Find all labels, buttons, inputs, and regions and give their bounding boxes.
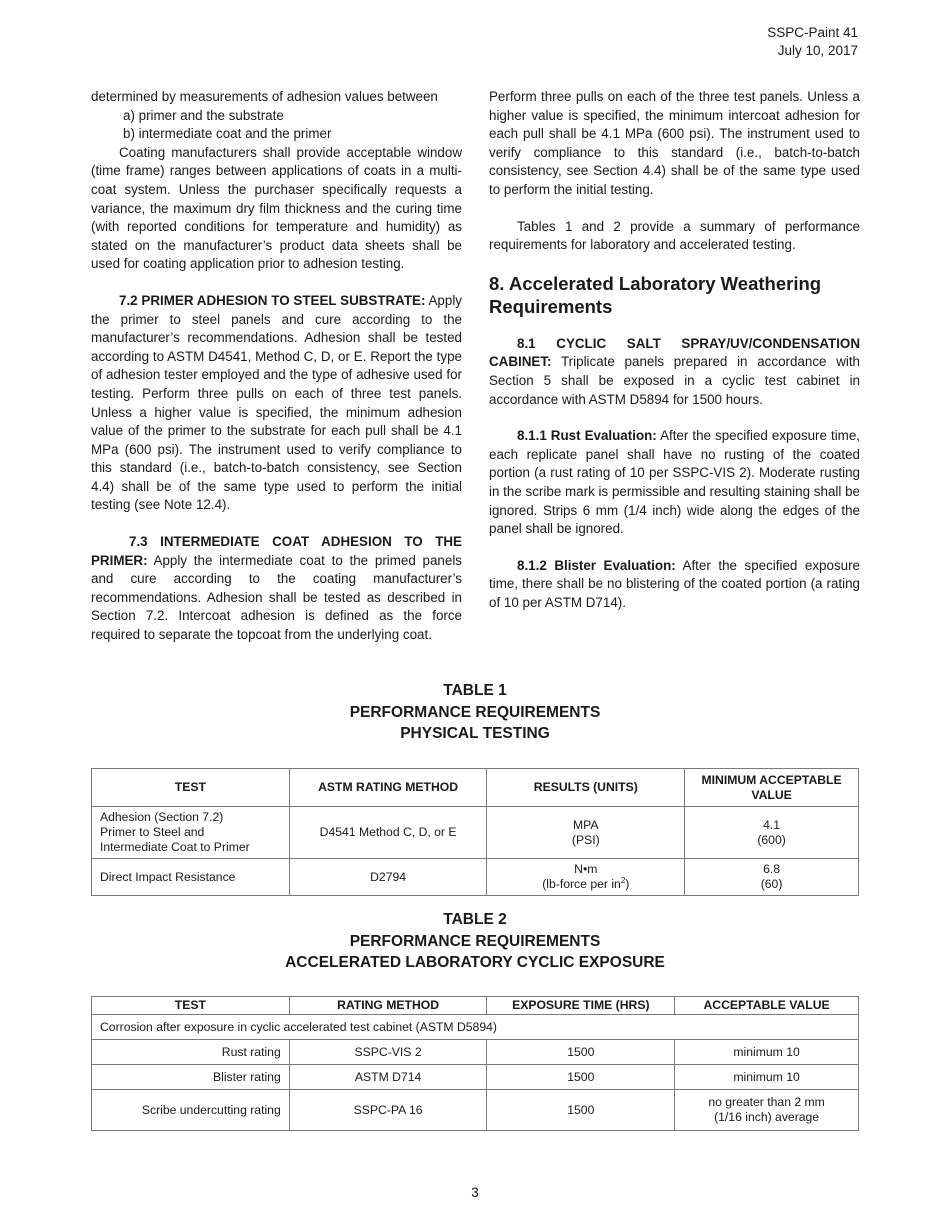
table-1 [91, 768, 859, 896]
paragraph: Tables 1 and 2 provide a summary of performance requirements for laboratory and accelerated testing. [489, 218, 860, 253]
section-heading: 8.1 CYCLIC SALT SPRAY/UV/CONDENSATION CABINET: [489, 335, 860, 370]
table-cell [487, 807, 685, 859]
section-body: After the specified exposure time, there shall be no blistering of the coated portion (a rating of 10 per ASTM D714). [489, 557, 860, 610]
unit-text: ) [625, 877, 630, 891]
table-2 [91, 996, 859, 1131]
unit-text: (lb-force per in [542, 877, 621, 891]
table-row [92, 1040, 859, 1065]
table-cell: Rust rating [92, 1040, 290, 1065]
table-cell: minimum 10 [675, 1065, 859, 1090]
table-cell [675, 1090, 859, 1131]
table-header-row [92, 769, 859, 807]
table-row [92, 1015, 859, 1040]
cell-line: (600) [757, 832, 786, 847]
section-heading: 8.1.2 Blister Evaluation: [517, 557, 676, 573]
paragraph: Perform three pulls on each of the three test panels. Unless a higher value is specified, the minimum intercoat adhesion for each pull shall be 4.1 MPa (600 psi). The instrument used to verify compliance to this standard (i.e., batch-to-batch consistency, see Section 4.4) shall be of the same type used to perform the initial testing. [489, 89, 860, 197]
cell-line: Adhesion (Section 7.2) [100, 810, 224, 824]
superscript: 2 [620, 875, 626, 885]
table-cell: SSPC-VIS 2 [289, 1040, 487, 1065]
section-body: Apply the primer to steel panels and cure according to the manufacturer’s recommendations. Adhesion shall be tested according to ASTM D4541, Method C, D, or E. Report the type of adhesion tester employed and the type of adhesive used for testing. Perform three pulls on each of three test panels. Unless a higher value is specified, the minimum adhesion value of the primer to the substrate for each pull shall be 4.1 MPa (600 psi). The instrument used to verify compliance to this standard (i.e., batch-to-batch consistency, see Section 4.4) shall be of the same type used to perform the initial testing (see Note 12.4). [91, 292, 462, 513]
cell-line: no greater than 2 mm [708, 1095, 825, 1109]
table-cell: D4541 Method C, D, or E [289, 807, 487, 859]
section-8-title: 8. Accelerated Laboratory Weathering Requirements [489, 272, 822, 317]
section-heading: 8.1.1 Rust Evaluation: [517, 428, 657, 444]
table-cell [685, 807, 859, 859]
cell-line: (60) [760, 877, 783, 891]
table-cell: SSPC-PA 16 [289, 1090, 487, 1131]
table-cell [685, 859, 859, 896]
section-8-1 [489, 335, 860, 409]
column-header: RESULTS (UNITS) [487, 769, 685, 807]
right-column [489, 88, 860, 612]
page-header [767, 24, 858, 60]
cell-line [495, 877, 676, 892]
table-cell: 1500 [487, 1065, 675, 1090]
table-title: ACCELERATED LABORATORY CYCLIC EXPOSURE [285, 954, 665, 971]
table-row [92, 1090, 859, 1131]
table-2-caption [91, 909, 859, 974]
cell-line: MPA [573, 817, 599, 832]
table-cell: Blister rating [92, 1065, 290, 1090]
section-body: Apply the intermediate coat to the primed panels and cure according to the coating manufacturer’s recommendations. Adhesion shall be tested as described in Section 7.2. Intercoat adhesion is defined as the force required to separate the topcoat from the underlying coat. [91, 552, 462, 643]
table-title: TABLE 1 [443, 682, 507, 699]
cell-line: (PSI) [571, 832, 600, 847]
table-cell: 1500 [487, 1090, 675, 1131]
table-row [92, 807, 859, 859]
table-header-row [92, 997, 859, 1015]
column-header: EXPOSURE TIME (HRS) [487, 997, 675, 1015]
paragraph: determined by measurements of adhesion values between [91, 89, 438, 104]
section-heading: 7.2 PRIMER ADHESION TO STEEL SUBSTRATE: [119, 292, 426, 308]
table-title: PERFORMANCE REQUIREMENTS [349, 932, 601, 950]
cell-line: Primer to Steel and [100, 825, 205, 839]
table-cell [92, 807, 290, 859]
cell-line: N•m [574, 862, 598, 876]
section-8-1-2 [489, 557, 860, 613]
section-8-1-1 [489, 427, 860, 539]
table-cell: Scribe undercutting rating [92, 1090, 290, 1131]
cell-line: 6.8 [763, 862, 781, 876]
table-cell: minimum 10 [675, 1040, 859, 1065]
table-row [92, 859, 859, 896]
cell-line: 4.1 [763, 817, 781, 832]
column-header: TEST [92, 769, 290, 807]
column-header: ACCEPTABLE VALUE [675, 997, 859, 1015]
table-cell: D2794 [289, 859, 487, 896]
section-body: Triplicate panels prepared in accordance with Section 5 shall be exposed in a cyclic test cabinet in accordance with ASTM D5894 for 1500 hours. [489, 354, 861, 407]
cell-line: (1/16 inch) average [714, 1110, 820, 1124]
left-column [91, 88, 462, 645]
list-item: b) intermediate coat and the primer [123, 126, 332, 142]
table-span-cell: Corrosion after exposure in cyclic accelerated test cabinet (ASTM D5894) [92, 1015, 859, 1040]
table-title: TABLE 2 [443, 911, 507, 928]
section-body: After the specified exposure time, each replicate panel shall have no rusting of the coated portion (a rust rating of 10 per SSPC-VIS 2). Moderate rusting in the scribe mark is permissible and resulting staining shall be ignored. Strips 6 mm (1/4 inch) wide along the edges of the panel shall be ignored. [489, 428, 861, 537]
column-header: TEST [92, 997, 290, 1015]
table-cell: ASTM D714 [289, 1065, 487, 1090]
section-7-3 [91, 533, 462, 645]
table-row [92, 1065, 859, 1090]
section-heading: 7.3 INTERMEDIATE COAT ADHESION TO THE PRIMER: [91, 534, 462, 568]
table-cell: 1500 [487, 1040, 675, 1065]
table-title: PERFORMANCE REQUIREMENTS [349, 703, 601, 721]
list-item: a) primer and the substrate [123, 107, 284, 123]
table-cell: Direct Impact Resistance [92, 859, 290, 896]
column-header: ASTM RATING METHOD [289, 769, 487, 807]
paragraph: Coating manufacturers shall provide acceptable window (time frame) ranges between applications of coats in a multi-coat system. Unless the purchaser specifically requests a variance, the maximum dry film thickness and the curing time (with reported conditions for temperature and humidity) as stated on the manufacturer’s product data sheets shall be used for coating application prior to adhesion testing. [91, 144, 462, 272]
table-cell [487, 859, 685, 896]
doc-id: SSPC-Paint 41 [767, 25, 858, 40]
doc-date: July 10, 2017 [777, 43, 858, 58]
table-title: PHYSICAL TESTING [400, 725, 550, 742]
column-header: MINIMUM ACCEPTABLE VALUE [685, 769, 859, 807]
cell-line: Intermediate Coat to Primer [100, 840, 250, 854]
column-header: RATING METHOD [289, 997, 487, 1015]
page-number: 3 [471, 1185, 479, 1200]
table-1-caption [91, 680, 859, 745]
section-7-2 [91, 292, 462, 515]
